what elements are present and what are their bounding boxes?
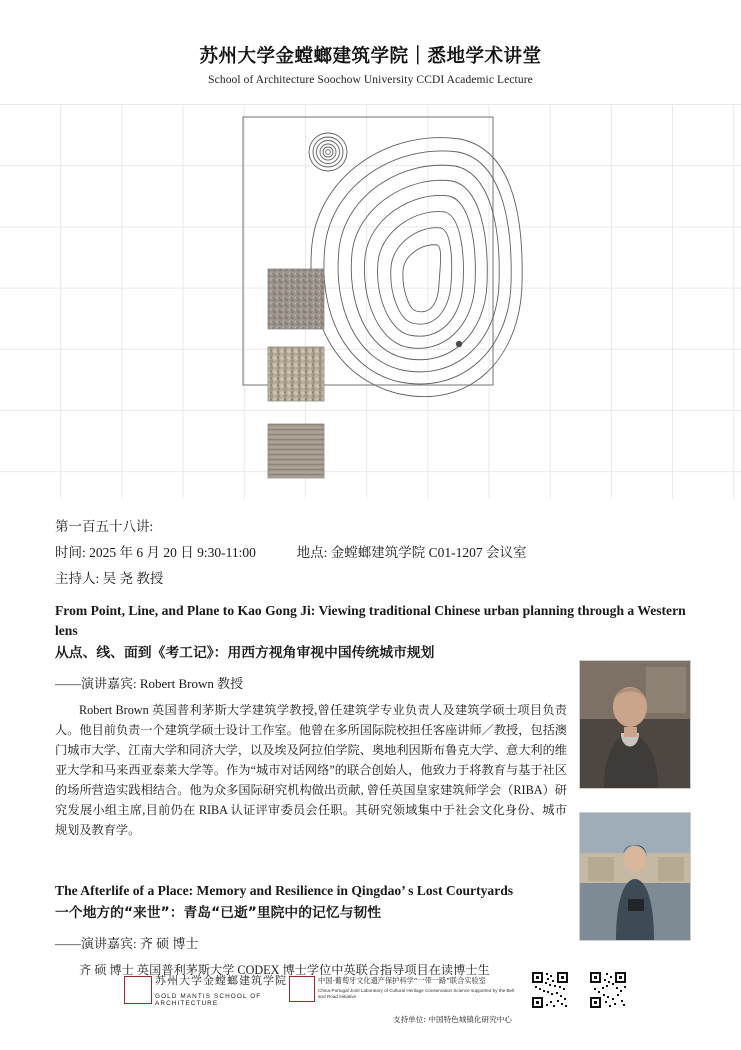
talk-bio: Robert Brown 英国普利茅斯大学建筑学教授,曾任建筑学专业负责人及建筑学硕士项目负责人。他目前负责一个建筑学硕士设计工作室。他曾在多所国际院校担任客座讲师／教授，包括澳门城市大学、江南大学和同济大学，以及埃及阿拉伯学院、奥地利因斯布鲁克大学、意大利的维亚大学和马来西亚泰莱大学等。作为“城市对话网络”的联合创始人，他致力于将教育与基于社区的场所营造实践相结合。他为众多国际研究机构做出贡献, 曾任英国皇家建筑师学会（RIBA）研究发展小组主席,目前仍在 RIBA 认证评审委员会任职。其研究领域集中于社会文化身份、城市规划及教育学。: [55, 702, 567, 838]
place-value: 金螳螂建筑学院 C01-1207 会议室: [330, 545, 527, 560]
speaker-portrait-qi-shuo: [579, 812, 691, 941]
host-value: 吴 尧 教授: [102, 571, 164, 586]
school-name-en: GOLD MANTIS SCHOOL OF ARCHITECTURE: [155, 993, 262, 1007]
school-name-cn: 苏州大学金螳螂建筑学院: [155, 974, 287, 987]
talk-title-cn: 一个地方的“来世”：青岛“已逝”里院中的记忆与韧性: [55, 905, 382, 922]
talk-bio: 齐 硕 博士 英国普利茅斯大学 CODEX 博士学位中英联合指导项目在读博士生: [79, 962, 490, 977]
speaker-portrait-robert-brown: [579, 660, 691, 789]
talk-title-en: The Afterlife of a Place: Memory and Resilience in Qingdao’ s Lost Courtyards: [55, 882, 514, 898]
poster-footer: [0, 968, 741, 1050]
time-label: 时间:: [55, 545, 86, 560]
school-logo: [155, 972, 305, 1007]
portrait-image-1: [580, 661, 690, 788]
lab-logo: [318, 976, 518, 1000]
lab-seal-icon: [289, 976, 315, 1002]
time-value: 2025 年 6 月 20 日 9:30-11:00: [89, 545, 256, 560]
cover-artwork: [0, 104, 741, 499]
page-title-en: School of Architecture Soochow University CCDI Academic Lecture: [208, 74, 533, 86]
host-label: 主持人:: [55, 571, 100, 586]
lab-name-cn: 中国·葡萄牙文化遗产保护科学“一带一路”联合实验室: [318, 976, 486, 985]
lecture-time-place: [55, 541, 689, 561]
qr-code-icon-2[interactable]: [588, 970, 628, 1010]
support-unit: 支持单位: 中国特色城镇化研究中心: [393, 1015, 512, 1024]
lab-name-en: China-Portugal Joint Laboratory of Cultural Heritage Conservation Science supported by the Belt and Road Initiative: [318, 988, 515, 1000]
school-seal-icon: [124, 976, 152, 1004]
lecture-host: [55, 567, 689, 587]
poster-header: [0, 0, 741, 86]
talk-title-cn: 从点、线、面到《考工记》：用西方视角审视中国传统城市规划: [55, 645, 435, 662]
talk-speaker: ——演讲嘉宾: 齐 硕 博士: [55, 935, 199, 951]
qr-code-icon-1[interactable]: [530, 970, 570, 1010]
page-title-cn: 苏州大学金螳螂建筑学院｜悉地学术讲堂: [199, 46, 542, 67]
portrait-image-2: [580, 813, 690, 940]
place-label: 地点:: [296, 545, 328, 560]
talk-speaker: ——演讲嘉宾: Robert Brown 教授: [55, 675, 244, 691]
artwork-svg: [0, 104, 741, 499]
talk-title-en: From Point, Line, and Plane to Kao Gong Ji: Viewing traditional Chinese urban planning through a Western lens: [55, 603, 686, 638]
lecture-number: 第一百五十八讲:: [55, 519, 154, 534]
